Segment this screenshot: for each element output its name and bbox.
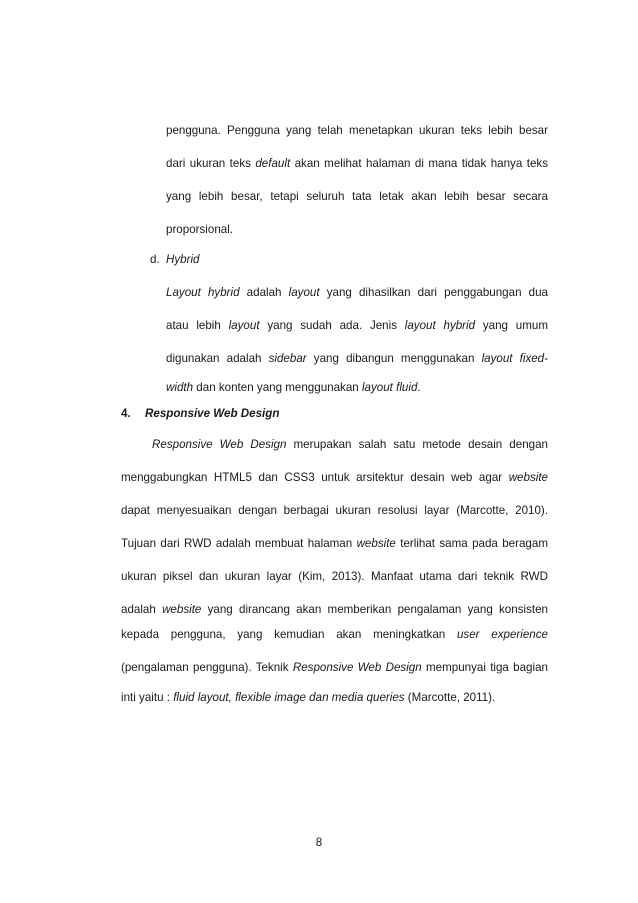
text-run: terlihat sama pada beragam (395, 537, 548, 550)
body-text-line (152, 437, 548, 453)
body-text-line (166, 189, 548, 205)
italic-run: layout (228, 319, 260, 332)
italic-run: website (356, 537, 396, 550)
text-run: kepada pengguna, yang kemudian akan meningkatkan (121, 628, 457, 641)
italic-run: website (162, 603, 202, 616)
italic-run: layout fluid (361, 381, 418, 394)
body-text-line (166, 222, 548, 238)
text-run: akan melihat halaman di mana tidak hanya teks (290, 157, 548, 170)
italic-run: Responsive Web Design (292, 661, 422, 674)
body-text-line (121, 690, 548, 706)
text-run: dapat menyesuaikan dengan berbagai ukuran resolusi layar (Marcotte, 2010). (121, 504, 548, 517)
text-run: pengguna. Pengguna yang telah menetapkan ukuran teks lebih besar (166, 124, 548, 137)
list-item-letter: d. (150, 253, 160, 266)
body-text-line (121, 536, 548, 552)
text-run: yang lebih besar, tetapi seluruh tata letak akan lebih besar secara (166, 190, 548, 203)
text-run: yang sudah ada. Jenis (259, 319, 405, 332)
text-run: menggabungkan HTML5 dan CSS3 untuk arsitektur desain web agar (121, 471, 509, 484)
text-run: dari ukuran teks (166, 157, 256, 170)
text-run: atau lebih (166, 319, 229, 332)
section-title: Responsive Web Design (145, 407, 280, 420)
italic-run: layout (288, 286, 320, 299)
italic-run: layout hybrid (404, 319, 476, 332)
text-run: yang dirancang akan memberikan pengalaman yang konsisten (201, 603, 548, 616)
body-text-line (166, 380, 548, 396)
body-text-line (121, 569, 548, 585)
text-run: Tujuan dari RWD adalah membuat halaman (121, 537, 357, 550)
italic-run: layout fixed- (481, 352, 548, 365)
text-run: (Marcotte, 2011). (404, 691, 496, 704)
body-text-line (121, 602, 548, 618)
body-text-line (121, 627, 548, 643)
italic-run: sidebar (268, 352, 307, 365)
italic-run: user experience (456, 628, 548, 641)
text-run: digunakan adalah (166, 352, 269, 365)
body-text-line (166, 351, 548, 367)
text-run: adalah (121, 603, 163, 616)
italic-run: default (255, 157, 291, 170)
text-run: merupakan salah satu metode desain dengan (286, 438, 548, 451)
body-text-line (166, 123, 548, 139)
list-item-heading (150, 252, 200, 268)
list-item-title: Hybrid (166, 253, 200, 266)
text-run: yang umum (475, 319, 548, 332)
body-text-line (121, 470, 548, 486)
page-number: 8 (315, 836, 323, 849)
body-text-line (166, 318, 548, 334)
body-text-line (121, 503, 548, 519)
text-run: yang dihasilkan dari penggabungan dua (319, 286, 548, 299)
italic-run: Responsive Web Design (152, 438, 287, 451)
italic-run: Layout hybrid (166, 286, 240, 299)
body-text-line (166, 156, 548, 172)
text-run: yang dibangun menggunakan (306, 352, 482, 365)
section-heading (121, 406, 279, 422)
italic-run: width (166, 381, 194, 394)
body-text-line (121, 660, 548, 676)
text-run: adalah (239, 286, 289, 299)
text-run: mempunyai tiga bagian (421, 661, 548, 674)
italic-run: fluid layout, flexible image dan media queries (173, 691, 405, 704)
text-run: ukuran piksel dan ukuran layar (Kim, 2013). Manfaat utama dari teknik RWD (121, 570, 548, 583)
body-text-line (166, 285, 548, 301)
text-run: proporsional. (166, 223, 234, 236)
italic-run: website (508, 471, 548, 484)
text-run: inti yaitu : (121, 691, 174, 704)
text-run: dan konten yang menggunakan (193, 381, 362, 394)
text-run: (pengalaman pengguna). Teknik (121, 661, 293, 674)
section-number: 4. (121, 407, 131, 420)
text-run: . (417, 381, 421, 394)
